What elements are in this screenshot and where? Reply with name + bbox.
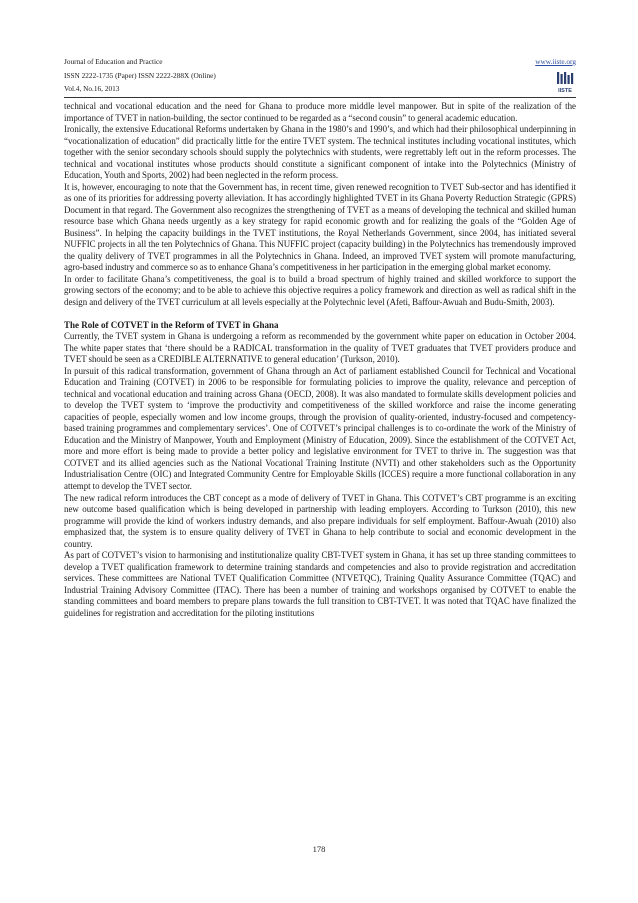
logo-text: IISTE	[558, 88, 572, 94]
article-body	[64, 101, 576, 619]
journal-title: Journal of Education and Practice	[64, 57, 163, 66]
paragraph: Ironically, the extensive Educational Reforms undertaken by Ghana in the 1980’s and 1990’s, and which had their philosophical underpinning in “vocationalization of education” did practically little for the entire TVET system. The technical institutes including vocational institutes, which together with the senior secondary schools should supply the polytechnics with students, were regrettably left out in the reform processes. The technical and vocational institutes whose products should constitute a significant component of intake into the Polytechnics (Ministry of Education, Youth and Sports, 2002) had been neglected in the reform process.	[64, 124, 576, 181]
journal-header	[64, 55, 576, 96]
paragraph: In pursuit of this radical transformation, government of Ghana through an Act of parliament established Council for Technical and Vocational Education and Training (COTVET) in 2006 to be responsible for formulating policies to improve the quality, relevance and perception of technical and vocational education and training across Ghana (OECD, 2008). It was also mandated to formulate skills development policies and to develop the TVET system to ‘improve the productivity and competitiveness of the skilled workforce and raise the income generating capacities of people, especially women and low income groups, through the provision of quality-oriented, industry-focused and competency-based training programmes and complementary services’. One of COTVET’s principal challenges is to co-ordinate the work of the Ministry of Education and the Ministry of Manpower, Youth and Employment (Ministry of Education, 2009). Since the establishment of the COTVET Act, more and more effort is being made to provide a better policy and legislative environment for TVET to thrive in. The suggestion was that COTVET and its allied agencies such as the National Vocational Training Institute (NVTI) and other stakeholders such as the Opportunity Industrialisation Centre (OIC) and Integrated Community Centre for Employable Skills (ICCES) require a more functional collaboration in any attempt to develop the TVET sector.	[64, 365, 576, 491]
iiste-logo-icon	[554, 71, 576, 95]
volume-line: Vol.4, No.16, 2013	[64, 84, 120, 94]
issn-line: ISSN 2222-1735 (Paper) ISSN 2222-288X (Online)	[64, 70, 216, 80]
paragraph: Currently, the TVET system in Ghana is undergoing a reform as recommended by the government white paper on education in October 2004. The white paper states that ‘there should be a RADICAL transformation in the quality of TVET graduates that TVET providers produce and TVET should be seen as a CREDIBLE ALTERNATIVE to general education’ (Turkson, 2010).	[64, 331, 576, 365]
header-divider	[64, 97, 576, 98]
page-number: 178	[312, 844, 326, 854]
paragraph: The new radical reform introduces the CBT concept as a mode of delivery of TVET in Ghana. This COTVET’s CBT programme is an exciting new outcome based qualification which is being developed in partnership with leading employers. According to Turkson (2010), this new programme will provide the kind of workers industry demands, and also prepare individuals for self employment. Baffour-Awuah (2010) also emphasized that, the system is to ensure quality delivery of TVET in Ghana to help contribute to social and economic development in the country.	[64, 492, 576, 549]
paragraph: As part of COTVET’s vision to harmonising and institutionalize quality CBT-TVET system in Ghana, it has set up three standing committees to develop a TVET qualification framework to determine training standards and competencies and also to provide registration and accreditation services. These committees are National TVET Qualification Committee (NTVETQC), Training Quality Assurance Committee (TQAC) and Industrial Training Advisory Committee (ITAC). There has been a number of training and workshops organised by COTVET to enable the standing committees and board members to prepare plans towards the full transition to CBT-TVET. It was noted that TQAC have finalized the guidelines for registration and accreditation for the piloting institutions	[64, 550, 576, 618]
section-heading: The Role of COTVET in the Reform of TVET in Ghana	[64, 319, 279, 330]
paragraph: It is, however, encouraging to note that the Government has, in recent time, given renewed recognition to TVET Sub-sector and has identified it as one of its priorities for addressing poverty alleviation. It has accordingly highlighted TVET in its Ghana Poverty Reduction Strategic (GPRS) Document in that regard. The Government also recognizes the strengthening of TVET as a means of developing the technical and skilled human resource base which Ghana needs urgently as a key strategy for rapid economic growth and for realizing the goals of the “Golden Age of Business”. In helping the capacity buildings in the TVET institutions, the Royal Netherlands Government, since 2004, has initiated several NUFFIC projects in all the ten Polytechnics of Ghana. This NUFFIC project (capacity building) in the Polytechnics has tremendously improved the quality delivery of TVET programmes in all the Polytechnics in Ghana. Indeed, an improved TVET system will promote manufacturing, agro-based industry and commerce so as to enhance Ghana’s competitiveness in her participation in the emerging global market economy.	[64, 181, 576, 273]
paragraph: technical and vocational education and the need for Ghana to produce more middle level manpower. But in spite of the realization of the importance of TVET in nation-building, the sector continued to be regarded as a “second cousin” to general academic education.	[64, 101, 576, 123]
paragraph: In order to facilitate Ghana’s competitiveness, the goal is to build a broad spectrum of highly trained and skilled workforce to support the growing sectors of the economy; and to be able to achieve this objective requires a policy framework and direction as well as radical shift in the design and delivery of the TVET curriculum at all levels especially at the Polytechnic level (Afeti, Baffour-Awuah and Budu-Smith, 2003).	[64, 273, 576, 307]
journal-url-link[interactable]: www.iiste.org	[535, 57, 576, 66]
